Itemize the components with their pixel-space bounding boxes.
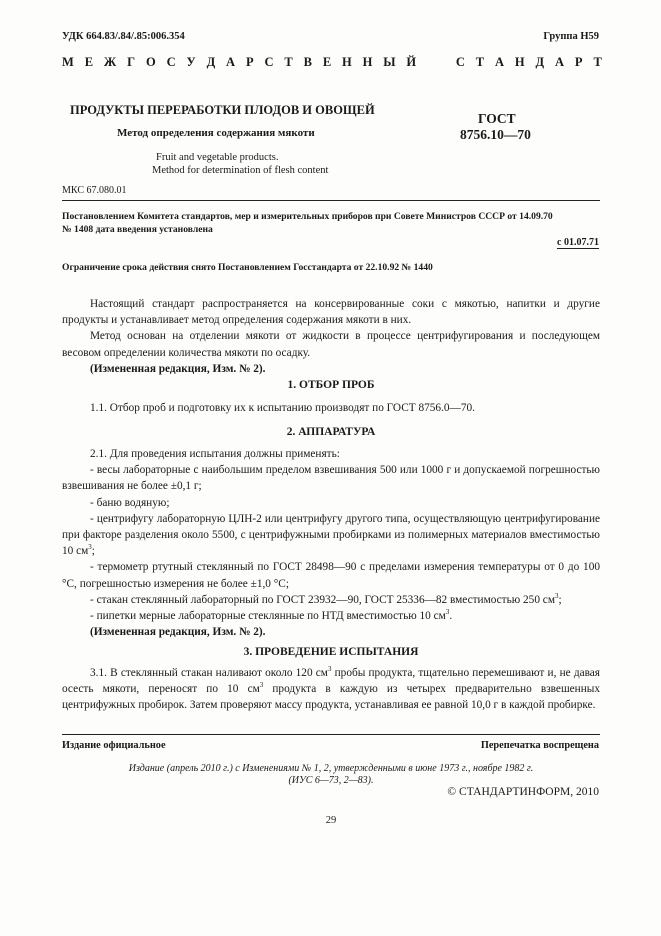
document-title: ПРОДУКТЫ ПЕРЕРАБОТКИ ПЛОДОВ И ОВОЩЕЙ — [70, 103, 375, 117]
divider-bottom — [62, 734, 600, 735]
banner-letter: Т — [284, 55, 293, 69]
banner-letter: М — [62, 55, 74, 69]
banner-letter: Н — [362, 55, 373, 69]
standard-banner — [62, 55, 602, 70]
banner-letter: У — [186, 55, 196, 69]
banner-letter: Е — [84, 55, 94, 69]
apparatus-scales: - весы лабораторные с наибольшим пределом взвешивания 500 или 1000 г и допускаемой погрешностью взвешивания не более ±0,1 г; — [62, 464, 600, 493]
section-2-body — [62, 446, 600, 640]
banner-letter: В — [303, 55, 312, 69]
banner-letter: С — [455, 55, 465, 69]
title-en-line1: Fruit and vegetable products. — [156, 152, 279, 163]
banner-letter: Д — [206, 55, 216, 69]
gost-number: 8756.10—70 — [460, 127, 531, 142]
section-3-paragraph: 3.1. В стеклянный стакан наливают около 120 $см^3$ пробы продукта, тщательно перемешивают и, не давая осесть мякоти, переносят по 10 $см^3$ продукта в каждую из четырех предварительно взвешенных центрифужных пробирок. Затем проверяют массу продукта, устанавливая ее равной 10,0 г в каждой пробирке. — [62, 665, 600, 712]
section-1-title: 1. ОТБОР ПРОБ — [287, 379, 375, 391]
banner-letter: О — [145, 55, 156, 69]
banner-letter: Н — [514, 55, 525, 69]
document-subtitle: Метод определения содержания мякоти — [117, 127, 315, 139]
section-2-paragraph: 2.1. Для проведения испытания должны применять: — [90, 448, 340, 460]
banner-letter: С — [264, 55, 274, 69]
banner-letter: А — [495, 55, 505, 69]
banner-letter: Ж — [103, 55, 117, 69]
section-3-body — [62, 665, 600, 714]
banner-letter: Й — [406, 55, 417, 69]
intro-block — [62, 296, 600, 377]
banner-letter: Г — [127, 55, 136, 69]
edition-note-1: Издание (апрель 2010 г.) с Изменениями № 1, 2, утвержденными в июне 1973 г., ноябре 1982 г. — [128, 763, 534, 774]
intro-edit-note: (Измененная редакция, Изм. № 2). — [90, 362, 266, 375]
resolution-line1: Постановлением Комитета стандартов, мер и измерительных приборов при Совете Министров СССР от 14.09.70 — [62, 211, 553, 222]
apparatus-beaker: - стакан стеклянный лабораторный по ГОСТ 23932—90, ГОСТ 25336—82 вместимостью 250 $см^3$; — [90, 592, 562, 606]
udk-code: УДК 664.83/.84/.85:006.354 — [62, 31, 185, 42]
banner-letter: Д — [535, 55, 545, 69]
banner-letter: Р — [245, 55, 254, 69]
banner-letter: Ы — [383, 55, 396, 69]
introduction-date: с 01.07.71 — [557, 237, 599, 248]
banner-letter: А — [555, 55, 565, 69]
section-1-paragraph: 1.1. Отбор проб и подготовку их к испытанию производят по ГОСТ 8756.0—70. — [90, 402, 475, 414]
section-1-body — [62, 400, 600, 416]
banner-letter: Т — [475, 55, 485, 69]
title-en-line2: Method for determination of flesh content — [152, 165, 329, 176]
banner-letter: С — [166, 55, 176, 69]
edition-note-2: (ИУС 6—73, 2—83). — [288, 775, 374, 786]
banner-letter: Н — [342, 55, 352, 69]
apparatus-pipettes: - пипетки мерные лабораторные стеклянные по НТД вместимостью 10 $см^3$. — [90, 608, 453, 623]
group-code: Группа Н59 — [543, 31, 599, 42]
banner-letter: Е — [322, 55, 332, 69]
banner-letter: Т — [593, 55, 602, 69]
page-number: 29 — [325, 815, 337, 826]
banner-letter — [427, 55, 445, 70]
intro-paragraph-1: Настоящий стандарт распространяется на консервированные соки с мякотью, напитки и другие продукты и устанавливает метод определения содержания мякоти в них. — [62, 298, 600, 327]
mks-code: МКС 67.080.01 — [62, 185, 127, 196]
gost-label: ГОСТ — [478, 111, 516, 126]
apparatus-thermometer: - термометр ртутный стеклянный по ГОСТ 28498—90 с пределами измерения температуры от 0 до 100 °С, погрешностью измерения не более ±1,0 °С; — [62, 561, 600, 590]
resolution-line2: № 1408 дата введения установлена — [62, 224, 213, 235]
banner-letter: Р — [574, 55, 583, 69]
reprint-prohibited: Перепечатка воспрещена — [480, 740, 599, 751]
section-2-title: 2. АППАРАТУРА — [286, 426, 376, 438]
section-2-edit-note: (Измененная редакция, Изм. № 2). — [90, 626, 266, 639]
banner-letter: А — [226, 55, 236, 69]
copyright: © СТАНДАРТИНФОРМ, 2010 — [447, 786, 599, 798]
apparatus-water-bath: - баню водяную; — [90, 496, 170, 509]
divider-top — [62, 200, 600, 201]
intro-paragraph-2: Метод основан на отделении мякоти от жидкости в процессе центрифугирования и последующем весовом определении количества мякоти по осадку. — [62, 330, 600, 359]
apparatus-centrifuge: - центрифугу лабораторную ЦЛН-2 или центрифугу другого типа, осуществляющую центрифугирование при факторе разделения около 5500, с центрифужными пробирками из полимерных материалов вместимостью 10 $см^3$; — [62, 512, 600, 558]
restriction-note: Ограничение срока действия снято Постановлением Госстандарта от 22.10.92 № 1440 — [62, 262, 433, 273]
section-3-title: 3. ПРОВЕДЕНИЕ ИСПЫТАНИЯ — [243, 646, 419, 658]
official-edition: Издание официальное — [62, 740, 166, 751]
